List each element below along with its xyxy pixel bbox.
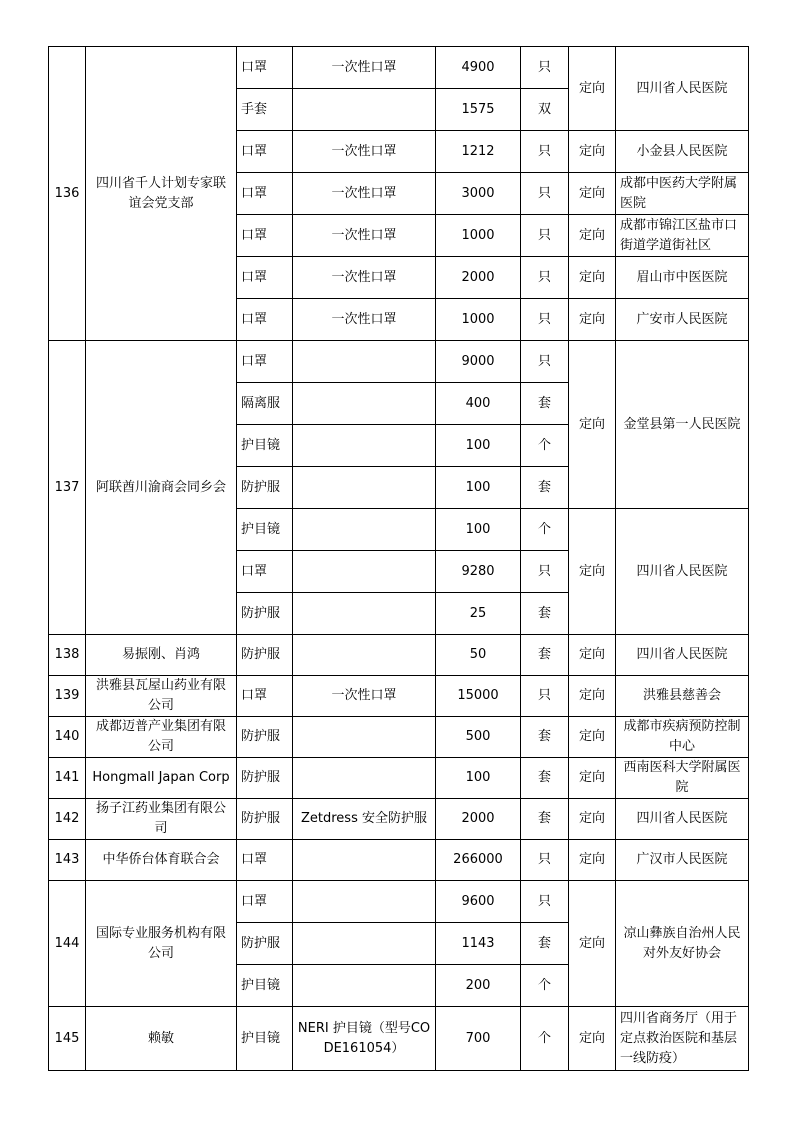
donor-name: 赖敏 <box>86 1007 237 1071</box>
donation-mode: 定向 <box>569 131 616 173</box>
donation-mode: 定向 <box>569 717 616 758</box>
item-spec: NERI 护目镜（型号CODE161054） <box>293 1007 436 1071</box>
item-spec <box>293 717 436 758</box>
recipient: 四川省人民医院 <box>616 635 749 676</box>
item-name: 护目镜 <box>237 1007 293 1071</box>
recipient: 眉山市中医医院 <box>616 257 749 299</box>
item-spec <box>293 635 436 676</box>
donation-mode: 定向 <box>569 881 616 1007</box>
item-unit: 个 <box>521 425 569 467</box>
donation-mode: 定向 <box>569 1007 616 1071</box>
table-row <box>49 799 749 840</box>
item-spec <box>293 840 436 881</box>
donation-mode: 定向 <box>569 341 616 509</box>
item-unit: 只 <box>521 881 569 923</box>
item-quantity: 400 <box>436 383 521 425</box>
item-quantity: 2000 <box>436 257 521 299</box>
row-number: 142 <box>49 799 86 840</box>
item-unit: 只 <box>521 47 569 89</box>
item-unit: 只 <box>521 341 569 383</box>
item-spec: Zetdress 安全防护服 <box>293 799 436 840</box>
donor-name: 四川省千人计划专家联谊会党支部 <box>86 47 237 341</box>
recipient: 广汉市人民医院 <box>616 840 749 881</box>
item-name: 口罩 <box>237 676 293 717</box>
item-quantity: 200 <box>436 965 521 1007</box>
donation-table <box>48 46 749 1071</box>
item-unit: 只 <box>521 676 569 717</box>
row-number: 141 <box>49 758 86 799</box>
recipient: 凉山彝族自治州人民对外友好协会 <box>616 881 749 1007</box>
recipient: 四川省人民医院 <box>616 799 749 840</box>
table-row <box>49 881 749 923</box>
recipient: 成都市锦江区盐市口街道学道街社区 <box>616 215 749 257</box>
item-name: 口罩 <box>237 881 293 923</box>
item-unit: 套 <box>521 593 569 635</box>
item-spec <box>293 425 436 467</box>
donation-mode: 定向 <box>569 758 616 799</box>
item-quantity: 2000 <box>436 799 521 840</box>
item-unit: 只 <box>521 131 569 173</box>
item-unit: 套 <box>521 717 569 758</box>
donor-name: 阿联酋川渝商会同乡会 <box>86 341 237 635</box>
row-number: 144 <box>49 881 86 1007</box>
item-quantity: 500 <box>436 717 521 758</box>
row-number: 136 <box>49 47 86 341</box>
recipient: 小金县人民医院 <box>616 131 749 173</box>
recipient: 四川省人民医院 <box>616 47 749 131</box>
recipient: 西南医科大学附属医院 <box>616 758 749 799</box>
recipient: 洪雅县慈善会 <box>616 676 749 717</box>
item-name: 防护服 <box>237 799 293 840</box>
item-name: 口罩 <box>237 257 293 299</box>
item-quantity: 100 <box>436 758 521 799</box>
item-spec <box>293 758 436 799</box>
item-spec <box>293 551 436 593</box>
item-quantity: 25 <box>436 593 521 635</box>
item-spec <box>293 923 436 965</box>
item-spec <box>293 467 436 509</box>
item-quantity: 1000 <box>436 215 521 257</box>
row-number: 145 <box>49 1007 86 1071</box>
item-quantity: 1212 <box>436 131 521 173</box>
donation-mode: 定向 <box>569 173 616 215</box>
item-spec: 一次性口罩 <box>293 173 436 215</box>
item-unit: 双 <box>521 89 569 131</box>
donation-mode: 定向 <box>569 47 616 131</box>
item-spec <box>293 341 436 383</box>
item-name: 手套 <box>237 89 293 131</box>
recipient: 四川省人民医院 <box>616 509 749 635</box>
item-quantity: 100 <box>436 509 521 551</box>
item-quantity: 266000 <box>436 840 521 881</box>
item-name: 口罩 <box>237 47 293 89</box>
item-spec: 一次性口罩 <box>293 299 436 341</box>
item-unit: 只 <box>521 215 569 257</box>
item-unit: 套 <box>521 799 569 840</box>
item-name: 护目镜 <box>237 965 293 1007</box>
donor-name: 洪雅县瓦屋山药业有限公司 <box>86 676 237 717</box>
item-spec <box>293 383 436 425</box>
row-number: 138 <box>49 635 86 676</box>
item-unit: 个 <box>521 965 569 1007</box>
item-spec <box>293 509 436 551</box>
item-name: 口罩 <box>237 341 293 383</box>
recipient: 四川省商务厅（用于定点救治医院和基层一线防疫） <box>616 1007 749 1071</box>
item-name: 口罩 <box>237 840 293 881</box>
item-name: 口罩 <box>237 131 293 173</box>
item-name: 隔离服 <box>237 383 293 425</box>
item-spec: 一次性口罩 <box>293 215 436 257</box>
recipient: 广安市人民医院 <box>616 299 749 341</box>
item-name: 护目镜 <box>237 509 293 551</box>
item-unit: 只 <box>521 173 569 215</box>
item-unit: 套 <box>521 923 569 965</box>
row-number: 140 <box>49 717 86 758</box>
item-quantity: 700 <box>436 1007 521 1071</box>
item-name: 防护服 <box>237 923 293 965</box>
item-name: 防护服 <box>237 758 293 799</box>
table-row <box>49 676 749 717</box>
item-unit: 个 <box>521 1007 569 1071</box>
item-spec: 一次性口罩 <box>293 257 436 299</box>
item-name: 口罩 <box>237 551 293 593</box>
item-name: 口罩 <box>237 173 293 215</box>
donation-mode: 定向 <box>569 215 616 257</box>
item-spec <box>293 89 436 131</box>
donor-name: 国际专业服务机构有限公司 <box>86 881 237 1007</box>
item-unit: 只 <box>521 840 569 881</box>
item-quantity: 100 <box>436 467 521 509</box>
item-spec <box>293 881 436 923</box>
item-quantity: 9280 <box>436 551 521 593</box>
item-quantity: 50 <box>436 635 521 676</box>
item-name: 防护服 <box>237 635 293 676</box>
table-row <box>49 840 749 881</box>
item-unit: 套 <box>521 383 569 425</box>
donation-mode: 定向 <box>569 676 616 717</box>
item-quantity: 1000 <box>436 299 521 341</box>
item-quantity: 100 <box>436 425 521 467</box>
item-quantity: 1575 <box>436 89 521 131</box>
item-unit: 套 <box>521 635 569 676</box>
table-row <box>49 758 749 799</box>
row-number: 139 <box>49 676 86 717</box>
item-unit: 套 <box>521 758 569 799</box>
item-quantity: 9000 <box>436 341 521 383</box>
item-spec: 一次性口罩 <box>293 676 436 717</box>
item-name: 防护服 <box>237 467 293 509</box>
item-quantity: 3000 <box>436 173 521 215</box>
item-name: 口罩 <box>237 215 293 257</box>
item-quantity: 1143 <box>436 923 521 965</box>
item-quantity: 4900 <box>436 47 521 89</box>
row-number: 137 <box>49 341 86 635</box>
donor-name: 中华侨台体育联合会 <box>86 840 237 881</box>
donation-mode: 定向 <box>569 840 616 881</box>
donor-name: 易振刚、肖鸿 <box>86 635 237 676</box>
donation-mode: 定向 <box>569 799 616 840</box>
table-row <box>49 1007 749 1071</box>
item-quantity: 9600 <box>436 881 521 923</box>
item-unit: 只 <box>521 551 569 593</box>
item-unit: 只 <box>521 257 569 299</box>
item-spec: 一次性口罩 <box>293 131 436 173</box>
donation-mode: 定向 <box>569 257 616 299</box>
donor-name: Hongmall Japan Corp <box>86 758 237 799</box>
table-row <box>49 341 749 383</box>
donor-name: 成都迈普产业集团有限公司 <box>86 717 237 758</box>
item-name: 护目镜 <box>237 425 293 467</box>
item-unit: 套 <box>521 467 569 509</box>
donation-mode: 定向 <box>569 635 616 676</box>
item-spec <box>293 965 436 1007</box>
item-name: 防护服 <box>237 717 293 758</box>
item-quantity: 15000 <box>436 676 521 717</box>
table-row <box>49 717 749 758</box>
item-unit: 只 <box>521 299 569 341</box>
donation-mode: 定向 <box>569 509 616 635</box>
recipient: 金堂县第一人民医院 <box>616 341 749 509</box>
table-row <box>49 47 749 89</box>
recipient: 成都中医药大学附属医院 <box>616 173 749 215</box>
table-row <box>49 635 749 676</box>
donation-mode: 定向 <box>569 299 616 341</box>
item-name: 防护服 <box>237 593 293 635</box>
item-spec: 一次性口罩 <box>293 47 436 89</box>
recipient: 成都市疾病预防控制中心 <box>616 717 749 758</box>
item-name: 口罩 <box>237 299 293 341</box>
donor-name: 扬子江药业集团有限公司 <box>86 799 237 840</box>
item-unit: 个 <box>521 509 569 551</box>
item-spec <box>293 593 436 635</box>
row-number: 143 <box>49 840 86 881</box>
